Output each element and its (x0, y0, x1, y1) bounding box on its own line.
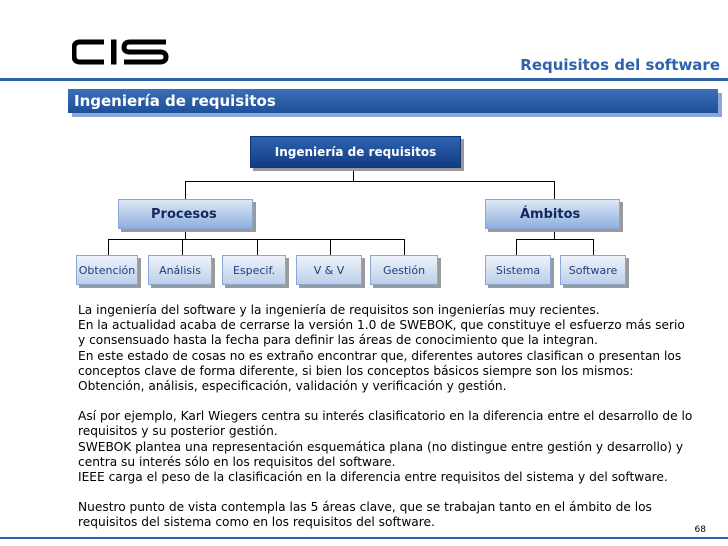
connector-line (182, 239, 183, 255)
connector-line (516, 239, 517, 255)
text-line: centra su interés sólo en los requisitos del software. (78, 454, 396, 469)
diagram-leaf-especif: Especif. (222, 255, 286, 285)
text-line: Nuestro punto de vista contempla las 5 áreas clave, que se trabajan tanto en el ámbito de los (78, 500, 652, 515)
connector-line (593, 239, 594, 255)
connector-line (257, 239, 258, 255)
diagram-branch-ambitos: Ámbitos (485, 199, 620, 229)
connector-line (353, 168, 354, 181)
connector-line (185, 181, 186, 199)
diagram-leaf-analisis: Análisis (148, 255, 212, 285)
footer-divider (0, 537, 728, 539)
connector-line (330, 239, 331, 255)
connector-line (185, 181, 555, 182)
diagram-leaf-sistema: Sistema (485, 255, 551, 285)
cis-logo (72, 38, 172, 66)
text-line: requisitos del sistema como en los requisitos del software. (78, 515, 435, 530)
text-line: conceptos clave de forma diferente, si bien los conceptos básicos siempre son los mismos: (78, 363, 634, 378)
connector-line (516, 239, 594, 240)
header-title: Requisitos del software (520, 56, 720, 74)
paragraph (78, 409, 718, 485)
connector-line (554, 181, 555, 199)
paragraph (78, 303, 718, 394)
diagram-branch-procesos: Procesos (118, 199, 253, 229)
text-line: SWEBOK plantea una representación esquemática plana (no distingue entre gestión y desarrollo) y (78, 439, 684, 454)
diagram-leaf-software: Software (560, 255, 626, 285)
diagram-leaf-vyv: V & V (296, 255, 362, 285)
connector-line (185, 229, 186, 239)
text-line: En la actualidad acaba de cerrarse la versión 1.0 de SWEBOK, que constituye el esfuerzo más serio (78, 318, 685, 333)
diagram-leaf-gestion: Gestión (370, 255, 438, 285)
connector-line (108, 239, 109, 255)
text-line: La ingeniería del software y la ingeniería de requisitos son ingenierías muy recientes. (78, 303, 600, 317)
section-title-bar (68, 89, 718, 113)
section-title: Ingeniería de requisitos (74, 92, 276, 110)
connector-line (404, 239, 405, 255)
text-line: Obtención, análisis, especificación, validación y verificación y gestión. (78, 379, 507, 394)
header-divider (0, 78, 728, 81)
text-line: Así por ejemplo, Karl Wiegers centra su interés clasificatorio en la diferencia entre el desarrollo de lo (78, 409, 693, 424)
text-line: y consensuado hasta la fecha para definir las áreas de conocimiento que la integran. (78, 333, 598, 348)
body-text (78, 303, 718, 546)
paragraph (78, 500, 718, 530)
connector-line (554, 229, 555, 239)
text-line: En este estado de cosas no es extraño encontrar que, diferentes autores clasifican o presentan los (78, 348, 682, 363)
diagram-leaf-obtencion: Obtención (76, 255, 138, 285)
text-line: requisitos y su posterior gestión. (78, 424, 278, 439)
page-number: 68 (694, 525, 706, 535)
diagram-root-node: Ingeniería de requisitos (250, 136, 461, 168)
text-line: IEEE carga el peso de la clasificación en la diferencia entre requisitos del sistema y del software. (78, 470, 668, 485)
